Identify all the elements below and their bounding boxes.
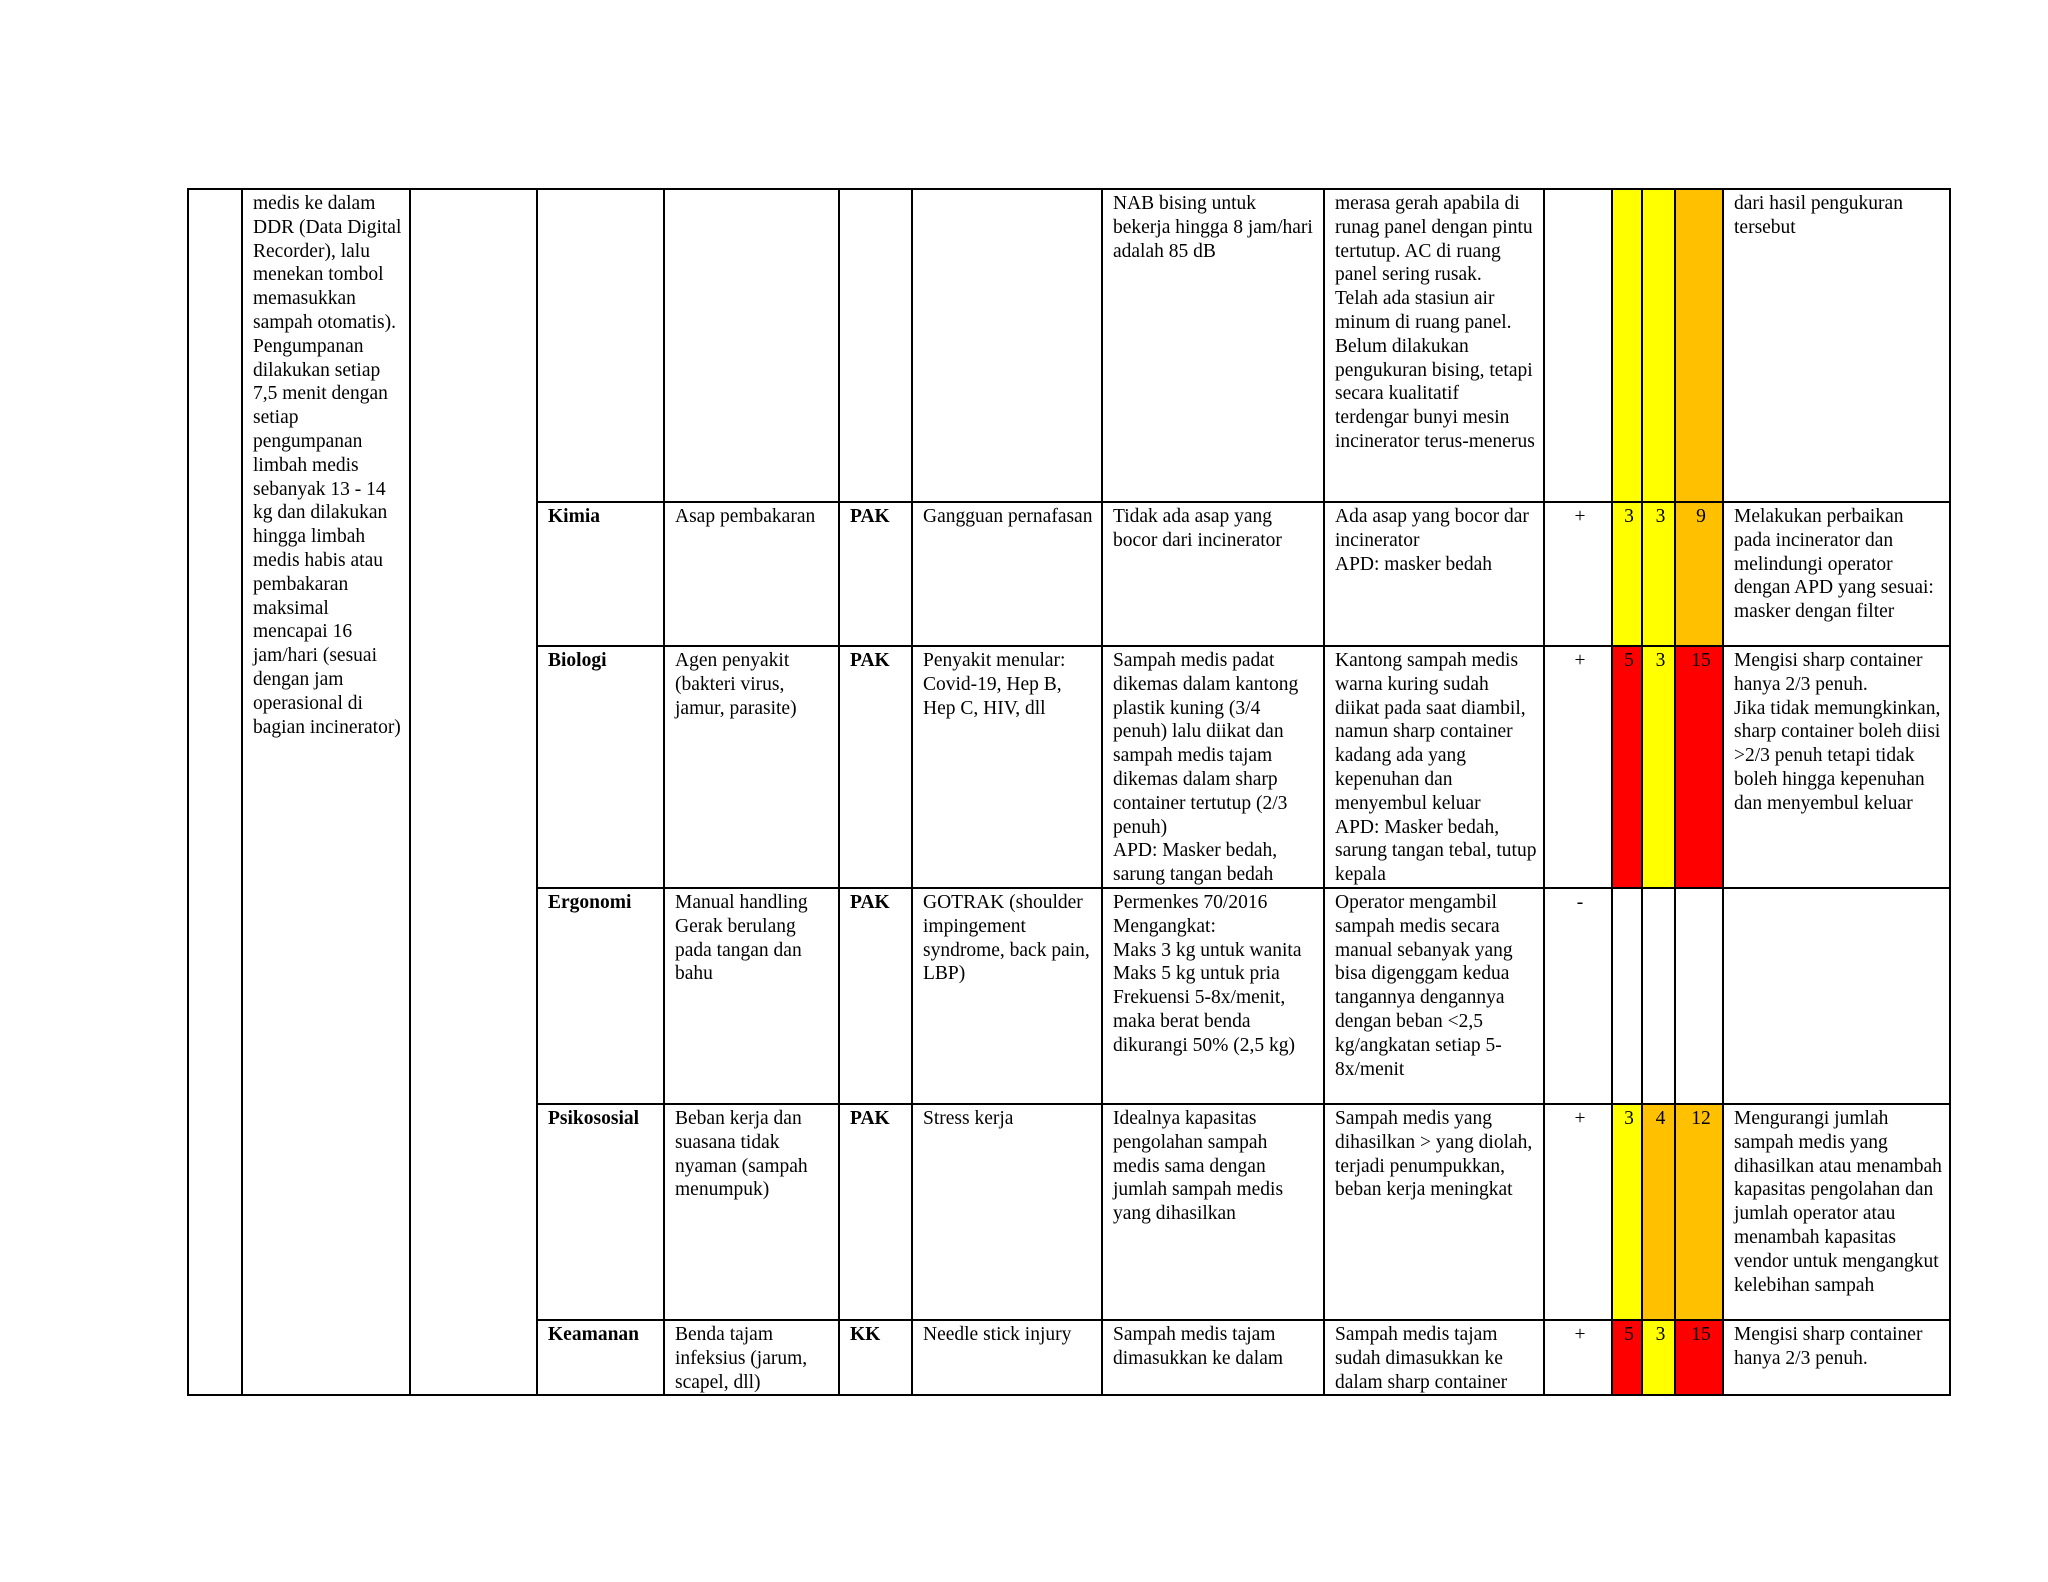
hazard-category-cell: Keamanan [537, 1320, 664, 1395]
hazard-source-cell [664, 189, 839, 502]
severity-cell [1642, 888, 1675, 1104]
risk-effect-cell: Gangguan pernafasan [912, 502, 1102, 646]
hazard-category-cell: Psikososial [537, 1104, 664, 1320]
risk-effect-cell: GOTRAK (shoulder impingement syndrome, back pain, LBP) [912, 888, 1102, 1104]
sign-cell: + [1544, 502, 1612, 646]
hazard-source-cell: Asap pembakaran [664, 502, 839, 646]
existing-condition-cell: Sampah medis tajam sudah dimasukkan ke dalam sharp container [1324, 1320, 1544, 1395]
severity-cell: 3 [1642, 502, 1675, 646]
risk-score-cell [1675, 189, 1723, 502]
sign-cell: + [1544, 1104, 1612, 1320]
risk-type-cell: KK [839, 1320, 912, 1395]
control-recommendation-cell [1723, 888, 1950, 1104]
control-recommendation-cell: dari hasil pengukuran tersebut [1723, 189, 1950, 502]
likelihood-cell [1612, 189, 1642, 502]
number-cell [188, 189, 242, 1395]
standard-cell: Idealnya kapasitas pengolahan sampah medis sama dengan jumlah sampah medis yang dihasilkan [1102, 1104, 1324, 1320]
risk-type-cell: PAK [839, 1104, 912, 1320]
standard-cell: NAB bising untuk bekerja hingga 8 jam/hari adalah 85 dB [1102, 189, 1324, 502]
risk-effect-cell: Penyakit menular: Covid-19, Hep B, Hep C, HIV, dll [912, 646, 1102, 888]
standard-cell: Sampah medis tajam dimasukkan ke dalam [1102, 1320, 1324, 1395]
risk-type-cell: PAK [839, 502, 912, 646]
risk-effect-cell [912, 189, 1102, 502]
hazard-source-cell: Manual handling Gerak berulang pada tangan dan bahu [664, 888, 839, 1104]
risk-effect-cell: Stress kerja [912, 1104, 1102, 1320]
sign-cell [1544, 189, 1612, 502]
likelihood-cell: 3 [1612, 502, 1642, 646]
hazard-source-cell: Agen penyakit (bakteri virus, jamur, parasite) [664, 646, 839, 888]
risk-assessment-table [187, 188, 1951, 1396]
control-recommendation-cell: Mengurangi jumlah sampah medis yang dihasilkan atau menambah kapasitas pengolahan dan jumlah operator atau menambah kapasitas vendor untuk mengangkut kelebihan sampah [1723, 1104, 1950, 1320]
standard-cell: Tidak ada asap yang bocor dari incinerator [1102, 502, 1324, 646]
likelihood-cell [1612, 888, 1642, 1104]
hazard-category-cell: Biologi [537, 646, 664, 888]
risk-score-cell: 15 [1675, 1320, 1723, 1395]
likelihood-cell: 5 [1612, 1320, 1642, 1395]
risk-type-cell [839, 189, 912, 502]
likelihood-cell: 3 [1612, 1104, 1642, 1320]
existing-condition-cell: Sampah medis yang dihasilkan > yang diolah, terjadi penumpukkan, beban kerja meningkat [1324, 1104, 1544, 1320]
severity-cell: 3 [1642, 1320, 1675, 1395]
hazard-category-cell: Ergonomi [537, 888, 664, 1104]
risk-score-cell: 15 [1675, 646, 1723, 888]
hazard-category-cell: Kimia [537, 502, 664, 646]
control-recommendation-cell: Mengisi sharp container hanya 2/3 penuh. [1723, 1320, 1950, 1395]
activity-description-cell: medis ke dalam DDR (Data Digital Recorder), lalu menekan tombol memasukkan sampah otomatis). Pengumpanan dilakukan setiap 7,5 menit dengan setiap pengumpanan limbah medis sebanyak 13 - 14 kg dan dilakukan hingga limbah medis habis atau pembakaran maksimal mencapai 16 jam/hari (sesuai dengan jam operasional di bagian incinerator) [242, 189, 410, 1395]
hazard-source-cell: Benda tajam infeksius (jarum, scapel, dll) [664, 1320, 839, 1395]
severity-cell [1642, 189, 1675, 502]
sign-cell: + [1544, 1320, 1612, 1395]
hazard-category-cell [537, 189, 664, 502]
risk-score-cell: 9 [1675, 502, 1723, 646]
existing-condition-cell: Kantong sampah medis warna kuring sudah diikat pada saat diambil, namun sharp container kadang ada yang kepenuhan dan menyembul keluar APD: Masker bedah, sarung tangan tebal, tutup kepala [1324, 646, 1544, 888]
table-row [188, 189, 1950, 502]
sub-activity-cell [410, 189, 537, 1395]
hazard-source-cell: Beban kerja dan suasana tidak nyaman (sampah menumpuk) [664, 1104, 839, 1320]
sign-cell: - [1544, 888, 1612, 1104]
risk-type-cell: PAK [839, 646, 912, 888]
sign-cell: + [1544, 646, 1612, 888]
standard-cell: Permenkes 70/2016 Mengangkat: Maks 3 kg untuk wanita Maks 5 kg untuk pria Frekuensi 5-8x/menit, maka berat benda dikurangi 50% (2,5 kg) [1102, 888, 1324, 1104]
risk-score-cell: 12 [1675, 1104, 1723, 1320]
risk-score-cell [1675, 888, 1723, 1104]
severity-cell: 4 [1642, 1104, 1675, 1320]
severity-cell: 3 [1642, 646, 1675, 888]
risk-effect-cell: Needle stick injury [912, 1320, 1102, 1395]
existing-condition-cell: Ada asap yang bocor dar incinerator APD: masker bedah [1324, 502, 1544, 646]
control-recommendation-cell: Melakukan perbaikan pada incinerator dan melindungi operator dengan APD yang sesuai: masker dengan filter [1723, 502, 1950, 646]
likelihood-cell: 5 [1612, 646, 1642, 888]
control-recommendation-cell: Mengisi sharp container hanya 2/3 penuh. Jika tidak memungkinkan, sharp container boleh diisi >2/3 penuh tetapi tidak boleh hingga kepenuhan dan menyembul keluar [1723, 646, 1950, 888]
risk-type-cell: PAK [839, 888, 912, 1104]
existing-condition-cell: Operator mengambil sampah medis secara manual sebanyak yang bisa digenggam kedua tangannya dengannya dengan beban <2,5 kg/angkatan setiap 5-8x/menit [1324, 888, 1544, 1104]
standard-cell: Sampah medis padat dikemas dalam kantong plastik kuning (3/4 penuh) lalu diikat dan sampah medis tajam dikemas dalam sharp container tertutup (2/3 penuh) APD: Masker bedah, sarung tangan bedah [1102, 646, 1324, 888]
existing-condition-cell: merasa gerah apabila di runag panel dengan pintu tertutup. AC di ruang panel sering rusak. Telah ada stasiun air minum di ruang panel. Belum dilakukan pengukuran bising, tetapi secara kualitatif terdengar bunyi mesin incinerator terus-menerus [1324, 189, 1544, 502]
